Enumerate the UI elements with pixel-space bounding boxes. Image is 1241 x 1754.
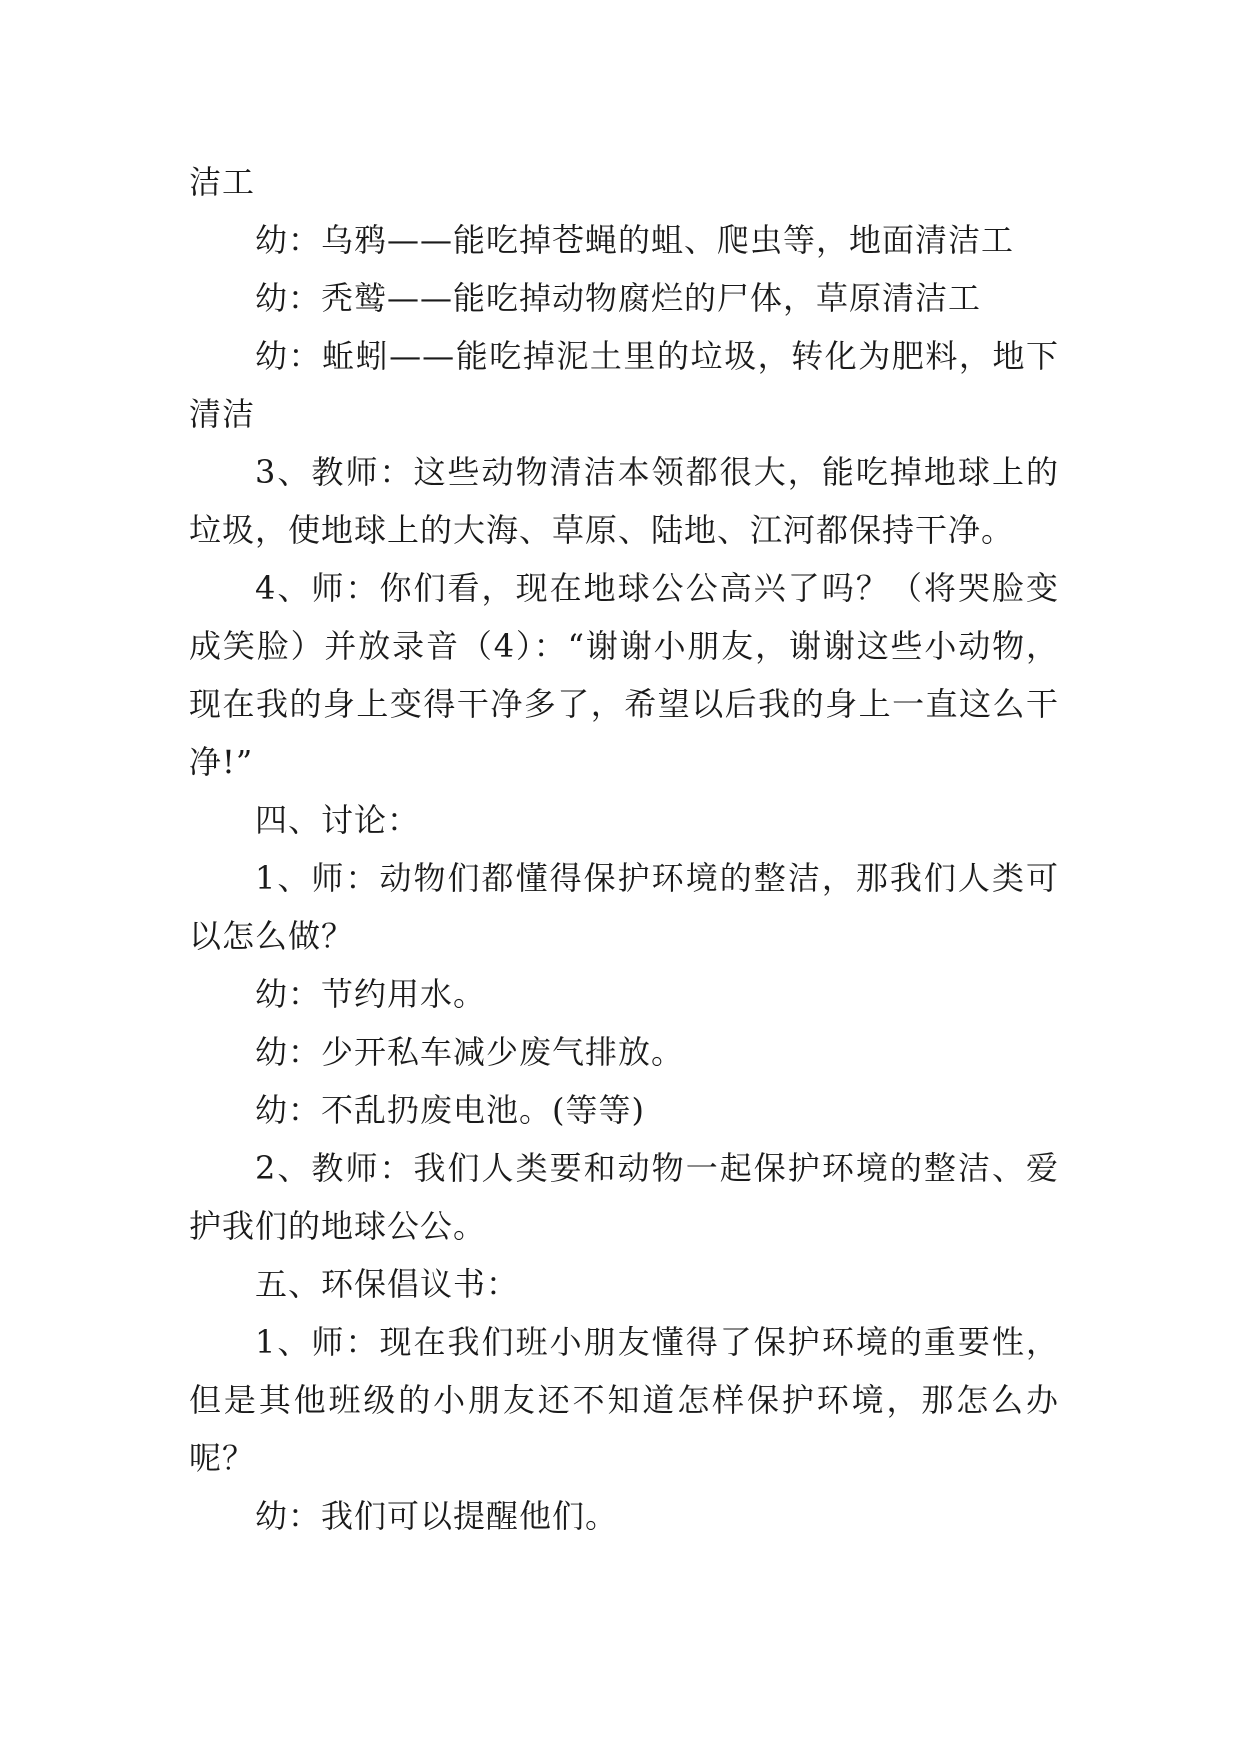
section-heading: 五、环保倡议书： — [255, 1265, 520, 1303]
paragraph: 洁工 — [189, 163, 256, 201]
paragraph: 3、教师：这些动物清洁本领都很大，能吃掉地球上的垃圾，使地球上的大海、草原、陆地、江河都保持干净。 — [189, 453, 1059, 549]
paragraph: 幼：不乱扔废电池。(等等) — [255, 1091, 645, 1129]
paragraph: 幼：节约用水。 — [255, 975, 487, 1013]
paragraph: 幼：秃鹫——能吃掉动物腐烂的尸体，草原清洁工 — [255, 279, 982, 317]
document-body — [189, 153, 1059, 1545]
paragraph: 2、教师：我们人类要和动物一起保护环境的整洁、爱护我们的地球公公。 — [189, 1149, 1059, 1245]
paragraph: 1、师：动物们都懂得保护环境的整洁，那我们人类可以怎么做？ — [189, 859, 1059, 955]
paragraph: 幼：我们可以提醒他们。 — [255, 1497, 619, 1535]
paragraph: 幼：蚯蚓——能吃掉泥土里的垃圾，转化为肥料，地下清洁 — [189, 337, 1059, 433]
paragraph: 1、师：现在我们班小朋友懂得了保护环境的重要性，但是其他班级的小朋友还不知道怎样保护环境，那怎么办呢？ — [189, 1323, 1059, 1477]
paragraph: 4、师：你们看，现在地球公公高兴了吗？（将哭脸变成笑脸）并放录音（4）：“谢谢小朋友，谢谢这些小动物，现在我的身上变得干净多了，希望以后我的身上一直这么干净!” — [189, 569, 1059, 781]
section-heading: 四、讨论： — [255, 801, 421, 839]
paragraph: 幼：乌鸦——能吃掉苍蝇的蛆、爬虫等，地面清洁工 — [255, 221, 1015, 259]
paragraph: 幼：少开私车减少废气排放。 — [255, 1033, 685, 1071]
